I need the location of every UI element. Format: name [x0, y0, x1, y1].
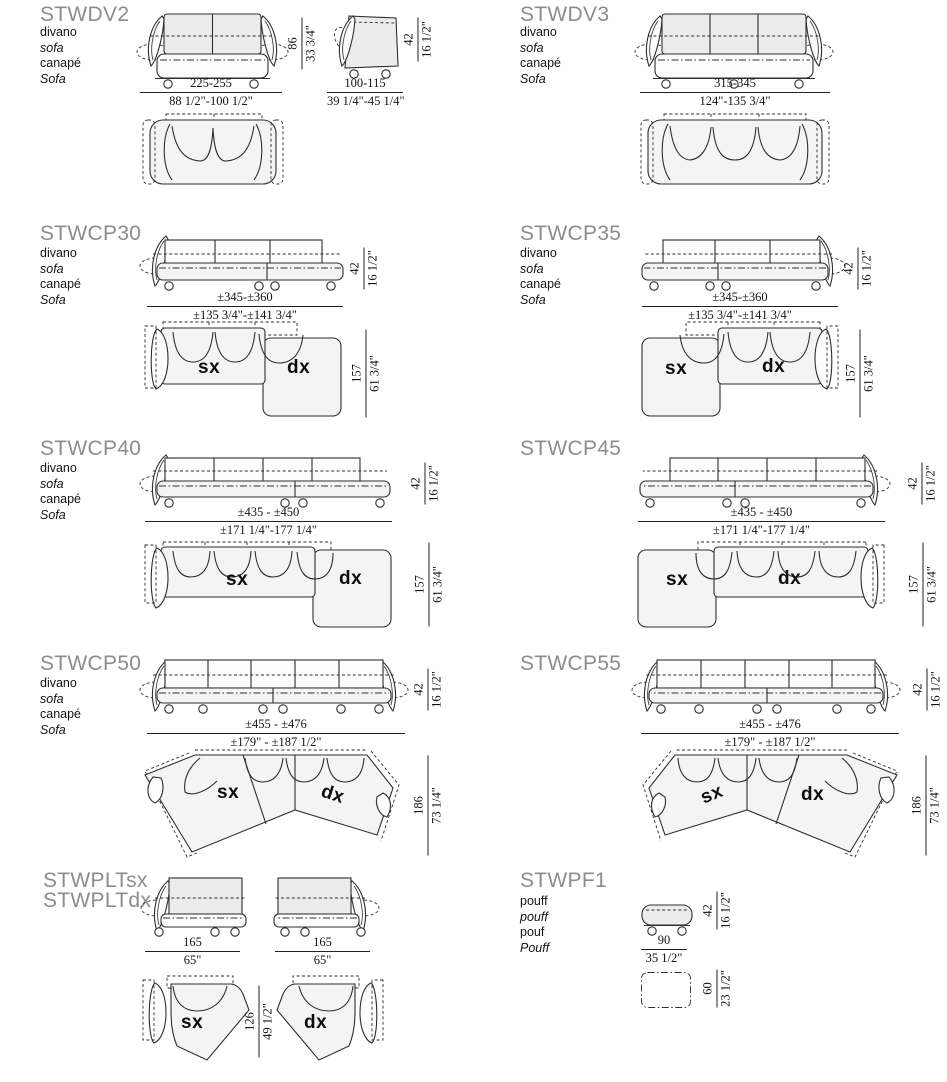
dim-stwcp55-depth: 186 73 1/4" [910, 756, 943, 856]
label-canape: canapé [520, 277, 562, 291]
model-title-stwcp45: STWCP45 [520, 437, 622, 460]
label-sofa: sofa [520, 261, 544, 276]
model-title-stwcp35: STWCP35 [520, 222, 622, 245]
dim-stwcp55-width: ±455 - ±476 ±179" - ±187 1/2" [641, 717, 899, 750]
model-title-stwdv3: STWDV3 [520, 3, 610, 26]
label-sofa-de: Sofa [40, 722, 66, 737]
label-sofa-de: Sofa [520, 292, 546, 307]
dim-stwpf1-width: 90 35 1/2" [641, 933, 687, 966]
stwcp40-front-view-drawing [145, 450, 392, 510]
dim-stwcp45-depth: 157 61 3/4" [907, 543, 940, 627]
label-canape: canapé [40, 492, 82, 506]
stwcp40-dx-label: dx [339, 568, 363, 589]
stwpf1-plan-view-drawing [640, 971, 692, 1009]
stwcp35-dx-label: dx [762, 356, 786, 377]
dim-stwpf1-height: 42 16 1/2" [700, 892, 733, 929]
label-divano: divano [40, 676, 77, 690]
dim-stwpltsx-width: 165 65" [145, 935, 240, 968]
language-labels-stwcp35 [520, 246, 561, 308]
dim-stwcp40-depth: 157 61 3/4" [413, 543, 446, 627]
label-sofa-de: Sofa [40, 507, 66, 522]
dim-stwdv3-front-width: 315-345 124"-135 3/4" [640, 76, 830, 109]
model-title-stwcp50: STWCP50 [40, 652, 142, 675]
label-sofa: sofa [40, 261, 64, 276]
dim-stwcp50-height: 42 16 1/2" [412, 669, 445, 711]
label-divano: divano [40, 25, 77, 39]
stwcp45-sx-label: sx [666, 569, 689, 590]
language-labels-stwcp40 [40, 461, 81, 523]
dim-stwcp30-height: 42 16 1/2" [348, 248, 381, 290]
language-labels-stwcp50 [40, 676, 81, 738]
label-sofa-de: Sofa [520, 71, 546, 86]
label-pouf-fr: pouf [520, 925, 545, 939]
label-divano: divano [40, 246, 77, 260]
stwcp30-dx-label: dx [287, 357, 311, 378]
language-labels-stwpf1 [520, 894, 549, 956]
stwcp30-sx-label: sx [198, 357, 221, 378]
dim-stwcp35-width: ±345-±360 ±135 3/4"-±141 3/4" [642, 290, 838, 323]
stwcp35-front-view-drawing [640, 230, 840, 292]
dim-stwcp30-depth: 157 61 3/4" [350, 330, 383, 418]
stwcp55-front-view-drawing [637, 656, 895, 716]
dim-stwplt-depth: 126 49 1/2" [243, 986, 276, 1058]
stwcp55-plan-view-drawing [637, 745, 897, 859]
model-title-stwdv2: STWDV2 [40, 3, 130, 26]
language-labels-stwdv2 [40, 25, 81, 87]
dim-stwcp50-width: ±455 - ±476 ±179" - ±187 1/2" [147, 717, 405, 750]
stwplt-sx-label: sx [181, 1012, 204, 1033]
dim-stwdv2-side-width: 100-115 39 1/4"-45 1/4" [327, 76, 405, 108]
label-divano: divano [520, 25, 557, 39]
dim-stwpltdx-width: 165 65" [275, 935, 370, 968]
dim-stwdv2-side-height: 42 16 1/2" [402, 18, 435, 62]
dim-stwcp45-height: 42 16 1/2" [906, 463, 939, 505]
stwcp50-sx-label: sx [217, 782, 240, 803]
stwdv3-plan-view-drawing [640, 114, 830, 188]
dim-stwcp35-height: 42 16 1/2" [842, 248, 875, 290]
stwplt-dx-label: dx [304, 1012, 328, 1033]
language-labels-stwdv3 [520, 25, 561, 87]
dim-stwcp30-width: ±345-±360 ±135 3/4"-±141 3/4" [147, 290, 343, 323]
dim-stwpf1-plan-depth: 60 23 1/2" [700, 970, 733, 1007]
label-divano: divano [40, 461, 77, 475]
label-canape: canapé [40, 277, 82, 291]
label-pouff-en: pouff [520, 909, 548, 924]
label-sofa-de: Sofa [40, 292, 66, 307]
label-canape: canapé [520, 56, 562, 70]
dim-stwcp45-width: ±435 - ±450 ±171 1/4"-177 1/4" [638, 505, 885, 538]
stwcp35-sx-label: sx [665, 358, 688, 379]
stwcp50-dx-label: dx [318, 780, 348, 809]
label-pouff-de: Pouff [520, 940, 550, 955]
label-pouff-it: pouff [520, 894, 548, 908]
language-labels-stwcp30 [40, 246, 81, 308]
dim-stwcp40-width: ±435 - ±450 ±171 1/4"-177 1/4" [145, 505, 392, 538]
dim-stwcp40-height: 42 16 1/2" [409, 463, 442, 505]
stwcp30-plan-view-drawing [145, 322, 343, 420]
label-canape: canapé [40, 707, 82, 721]
label-canape: canapé [40, 56, 82, 70]
label-divano: divano [520, 246, 557, 260]
stwdv2-side-view-drawing [332, 12, 400, 84]
label-sofa-de: Sofa [40, 71, 66, 86]
model-title-stwpltdx: STWPLTdx [43, 889, 152, 912]
dim-stwcp55-height: 42 16 1/2" [911, 669, 944, 711]
model-title-stwpf1: STWPF1 [520, 869, 607, 892]
stwpltsx-front-view-drawing [147, 876, 249, 936]
dim-stwdv2-front-width: 225-255 88 1/2"-100 1/2" [140, 76, 282, 109]
dim-stwcp50-depth: 186 73 1/4" [412, 756, 445, 856]
stwcp50-plan-view-drawing [145, 745, 405, 859]
stwpltdx-front-view-drawing [271, 876, 373, 936]
stwcp30-front-view-drawing [145, 230, 345, 292]
stwcp50-front-view-drawing [145, 656, 403, 716]
stwcp55-sx-label: sx [697, 780, 727, 809]
label-sofa: sofa [40, 691, 64, 706]
stwpf1-front-view-drawing [640, 903, 694, 937]
model-title-stwcp55: STWCP55 [520, 652, 622, 675]
dim-stwcp35-depth: 157 61 3/4" [844, 330, 877, 418]
model-title-stwcp40: STWCP40 [40, 437, 142, 460]
stwpltdx-plan-view-drawing [275, 976, 383, 1062]
label-sofa: sofa [40, 476, 64, 491]
dim-stwdv2-front-height: 86 33 3/4" [286, 18, 319, 70]
label-sofa: sofa [40, 40, 64, 55]
label-sofa: sofa [520, 40, 544, 55]
stwcp55-dx-label: dx [801, 784, 825, 805]
stwdv2-plan-view-drawing [142, 114, 284, 188]
model-title-stwcp30: STWCP30 [40, 222, 142, 245]
stwcp40-sx-label: sx [226, 569, 249, 590]
stwcp45-dx-label: dx [778, 568, 802, 589]
stwcp45-front-view-drawing [638, 450, 885, 510]
model-title-stwpltsx: STWPLTsx [43, 869, 148, 892]
